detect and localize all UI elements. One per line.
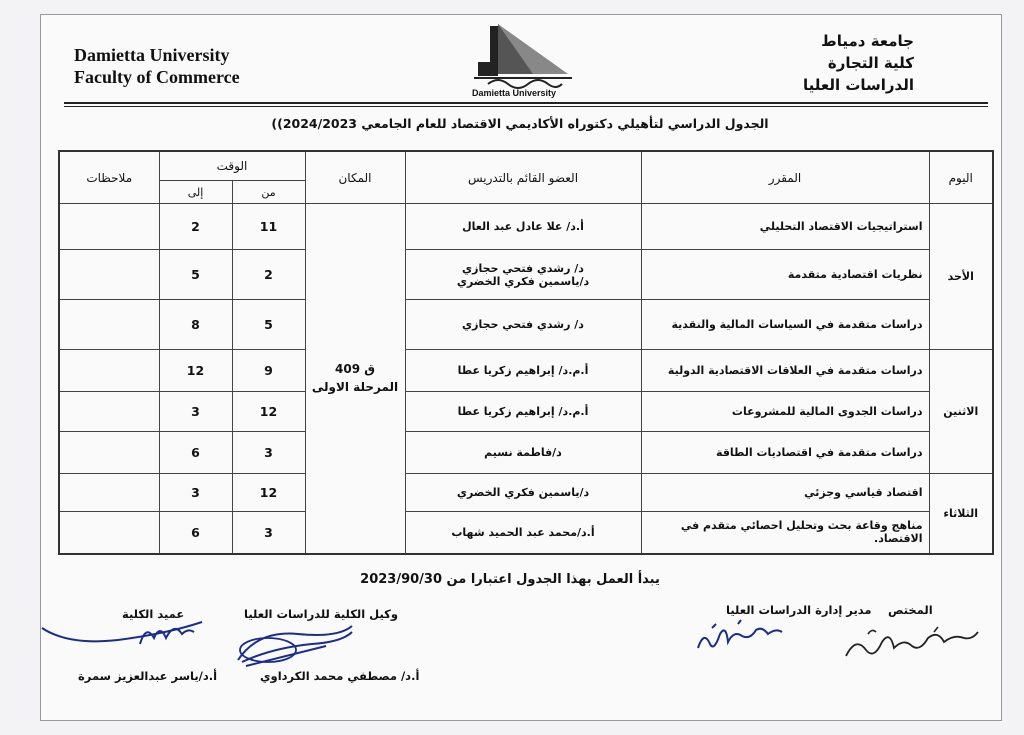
from-cell: 3 (232, 432, 305, 474)
vice-dean-name: أ.د/ مصطفي محمد الكرداوي (260, 669, 420, 683)
notes-cell (59, 512, 159, 554)
staff-cell (405, 250, 641, 300)
header-staff: العضو القائم بالتدريس (405, 151, 641, 204)
staff-cell (405, 474, 641, 512)
course-cell: دراسات متقدمة في السياسات المالية والنقدية (641, 300, 929, 350)
notes-cell (59, 204, 159, 250)
header-rule-thin (64, 106, 988, 107)
header-place: المكان (305, 151, 405, 204)
to-cell: 3 (159, 392, 232, 432)
place-cell (305, 204, 405, 554)
header-rule (64, 102, 988, 104)
document-title: الجدول الدراسي لتأهيلي دكتوراه الأكاديمي الاقتصاد للعام الجامعي 2024/2023)) (271, 116, 769, 131)
day-cell: الثلاثاء (929, 474, 993, 554)
header-to: إلى (159, 181, 232, 204)
to-cell: 3 (159, 474, 232, 512)
staff-name: د/ياسمين فكري الخضري (456, 486, 590, 499)
from-cell: 11 (232, 204, 305, 250)
vice-dean-label: وكيل الكلية للدراسات العليا (244, 607, 398, 621)
day-cell: الأحد (929, 204, 993, 350)
staff-cell (405, 432, 641, 474)
postgrad-manager-signature (690, 618, 800, 658)
staff-cell (405, 350, 641, 392)
to-cell: 6 (159, 512, 232, 554)
header-course: المقرر (641, 151, 929, 204)
dean-signature (36, 600, 216, 660)
staff-cell (405, 392, 641, 432)
table-row (59, 204, 993, 250)
specialist-signature (838, 620, 988, 670)
staff-name: د/ياسمين فكري الخضري (456, 274, 590, 288)
table-row (59, 432, 993, 474)
staff-name: د/فاطمة نسيم (484, 446, 562, 459)
postgrad-manager-label: مدير إدارة الدراسات العليا (726, 603, 872, 617)
course-cell: مناهج وقاعة بحث وتحليل احصائي متقدم في الاقتصاد. (641, 512, 929, 554)
course-cell: دراسات متقدمة في العلاقات الاقتصادية الدولية (641, 350, 929, 392)
course-cell: دراسات متقدمة في اقتصاديات الطاقة (641, 432, 929, 474)
staff-cell (405, 300, 641, 350)
university-name-en: Damietta University (74, 45, 230, 65)
from-cell: 12 (232, 474, 305, 512)
schedule-table (58, 150, 994, 555)
notes-cell (59, 350, 159, 392)
staff-name: أ.د/ علا عادل عبد العال (462, 220, 584, 233)
staff-name: د/ رشدي فتحي حجازي (462, 261, 584, 275)
dean-label: عميد الكلية (122, 607, 185, 621)
room-label: ق 409 (335, 362, 375, 377)
faculty-name-en: Faculty of Commerce (74, 67, 240, 87)
table-row (59, 350, 993, 392)
table-row (59, 250, 993, 300)
staff-name: د/ رشدي فتحي حجازي (462, 318, 584, 331)
staff-name: أ.م.د/ إبراهيم زكريا عطا (457, 364, 589, 377)
course-cell: نظريات اقتصادية متقدمة (641, 250, 929, 300)
vice-dean-signature (228, 620, 368, 670)
course-cell: دراسات الجدوى المالية للمشروعات (641, 392, 929, 432)
level-label: المرحلة الاولى (311, 380, 399, 395)
staff-name: أ.م.د/ إبراهيم زكريا عطا (457, 405, 589, 418)
header-notes: ملاحظات (59, 151, 159, 204)
staff-cell (405, 204, 641, 250)
to-cell: 2 (159, 204, 232, 250)
department-name-ar: الدراسات العليا (802, 76, 914, 94)
header-from: من (232, 181, 305, 204)
staff-cell (405, 512, 641, 554)
faculty-name-ar: كلية التجارة (827, 54, 914, 72)
table-row (59, 392, 993, 432)
dean-name: أ.د/ياسر عبدالعزيز سمرة (78, 669, 218, 683)
notes-cell (59, 392, 159, 432)
table-row (59, 474, 993, 512)
to-cell: 5 (159, 250, 232, 300)
from-cell: 5 (232, 300, 305, 350)
notes-cell (59, 250, 159, 300)
table-row (59, 300, 993, 350)
header-arabic (803, 30, 914, 96)
header-time: الوقت (159, 151, 305, 181)
table-row (59, 512, 993, 554)
from-cell: 12 (232, 392, 305, 432)
header-english (74, 44, 240, 88)
notes-cell (59, 474, 159, 512)
from-cell: 3 (232, 512, 305, 554)
staff-name: أ.د/محمد عبد الحميد شهاب (451, 525, 595, 539)
specialist-label: المختص (888, 603, 933, 617)
start-date-note: يبدأ العمل بهذا الجدول اعتبارا من 2023/90/30 (360, 572, 660, 587)
notes-cell (59, 300, 159, 350)
to-cell: 6 (159, 432, 232, 474)
notes-cell (59, 432, 159, 474)
to-cell: 8 (159, 300, 232, 350)
header-day: اليوم (929, 151, 993, 204)
from-cell: 2 (232, 250, 305, 300)
university-name-ar: جامعة دمياط (821, 32, 914, 50)
course-cell: استراتيجيات الاقتصاد التحليلي (641, 204, 929, 250)
day-cell: الاثنين (929, 350, 993, 474)
from-cell: 9 (232, 350, 305, 392)
course-cell: اقتصاد قياسي وجزئي (641, 474, 929, 512)
logo-caption: Damietta University (472, 88, 557, 98)
to-cell: 12 (159, 350, 232, 392)
